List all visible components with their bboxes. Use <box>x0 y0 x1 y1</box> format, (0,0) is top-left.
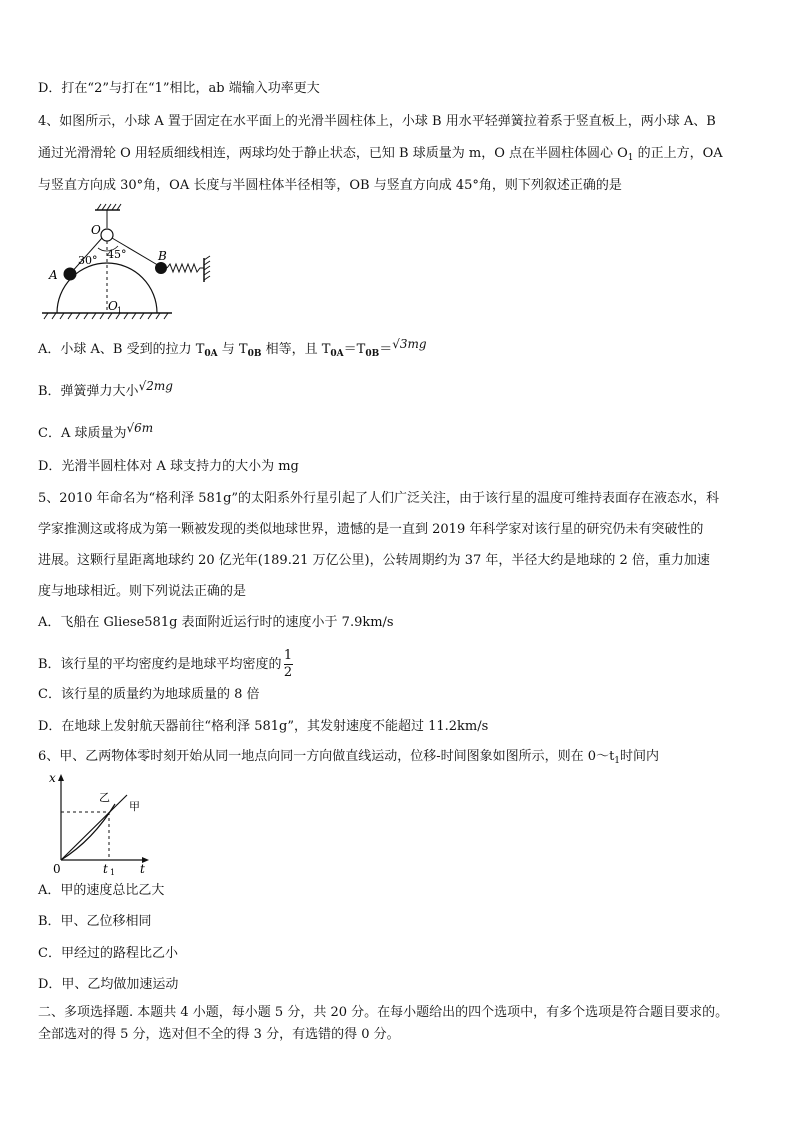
q6-option-b: B．甲、乙位移相同 <box>38 914 152 929</box>
q6-stem: 6、甲、乙两物体零时刻开始从同一地点向同一方向做直线运动，位移-时间图象如图所示，则在 $0\sim t_1$时间内 <box>38 749 660 766</box>
angle-30-label: 30° <box>78 254 98 267</box>
section2-heading-line2: 全部选对的得 5 分，选对但不全的得 3 分，有选错的得 0 分。 <box>38 1027 400 1042</box>
axis-x-label: x <box>49 771 56 785</box>
q4-stem-line1: 4、如图所示，小球 A 置于固定在水平面上的光滑半圆柱体上，小球 B 用水平轻弹簧拉着系于竖直板上，两小球 A、B <box>38 114 716 129</box>
q4-option-b: B．弹簧弹力大小√2mg <box>38 379 173 399</box>
q5-stem-line2: 学家推测这或将成为第一颗被发现的类似地球世界，遗憾的是一直到 2019 年科学家对该行星的研究仍未有突破性的 <box>38 522 704 537</box>
q5-option-d: D．在地球上发射航天器前往“格利泽 581g”，其发射速度不能超过 11.2km/s <box>38 719 489 734</box>
q5-option-c: C．该行星的质量约为地球质量的 8 倍 <box>38 687 260 702</box>
label-a: A <box>49 268 58 282</box>
q5-stem-line3: 进展。这颗行星距离地球约 20 亿光年(189.21 万亿公里)，公转周期约为 37 年，半径大约是地球的 2 倍，重力加速 <box>38 553 710 568</box>
axis-t-label: t <box>140 862 145 875</box>
label-b: B <box>158 249 167 263</box>
sqrt3mg-formula: √3mg <box>392 337 427 351</box>
q3-option-d: D．打在“2”与打在“1”相比，ab 端输入功率更大 <box>38 81 320 96</box>
q4-stem-line3: 与竖直方向成 30°角，OA 长度与半圆柱体半径相等，OB 与竖直方向成 45°角，则下列叙述正确的是 <box>38 178 622 193</box>
q5-stem-line4: 度与地球相近。则下列说法正确的是 <box>38 584 247 599</box>
q4-option-c: C．A 球质量为√6m <box>38 421 154 441</box>
fraction-one-half: $\frac{1}{2}$ <box>283 648 293 680</box>
q5-option-b: B．该行星的平均密度约是地球平均密度的 $\frac{1}{2}$ <box>38 648 293 680</box>
q5-option-a: A．飞船在 Gliese581g 表面附近运行时的速度小于 7.9km/s <box>38 615 394 630</box>
t1-label-sub: 1 <box>110 868 116 875</box>
q4-option-a: A．小球 A、B 受到的拉力 $T_{0A}$ 与 $T_{0B}$ 相等，且 $T_{0A}=T_{0B}=√3mg$ <box>38 337 427 359</box>
q6-option-c: C．甲经过的路程比乙小 <box>38 946 178 961</box>
sqrt6m-formula: √6m <box>126 421 154 435</box>
q5-stem-line1: 5、2010 年命名为“格利泽 581g”的太阳系外行星引起了人们广泛关注，由于该行星的温度可维持表面存在液态水，科 <box>38 491 720 506</box>
q6-option-a: A．甲的速度总比乙大 <box>38 883 165 898</box>
label-o1: O <box>108 299 118 313</box>
curve-jia-label: 甲 <box>129 800 140 813</box>
q6-option-d: D．甲、乙均做加速运动 <box>38 977 179 992</box>
q4-stem-line2: 通过光滑滑轮 O 用轻质细线相连，两球均处于静止状态，已知 B 球质量为 m，O 点在半圆柱体圆心 $O_1$ 的正上方，OA <box>38 146 723 163</box>
sqrt2mg-formula: √2mg <box>138 379 173 393</box>
q6-figure <box>45 770 155 875</box>
curve-yi-label: 乙 <box>99 791 110 804</box>
q4-figure <box>40 200 220 325</box>
t1-label: t <box>103 862 108 875</box>
origin-label: 0 <box>53 862 61 875</box>
angle-45-label: 45° <box>107 248 127 261</box>
section2-heading-line1: 二、多项选择题. 本题共 4 小题，每小题 5 分，共 20 分。在每小题给出的四个选项中，有多个选项是符合题目要求的。 <box>38 1005 729 1020</box>
label-o1-sub: 1 <box>117 306 123 315</box>
q4-option-d: D．光滑半圆柱体对 A 球支持力的大小为 mg <box>38 459 299 474</box>
label-o: O <box>91 223 101 237</box>
